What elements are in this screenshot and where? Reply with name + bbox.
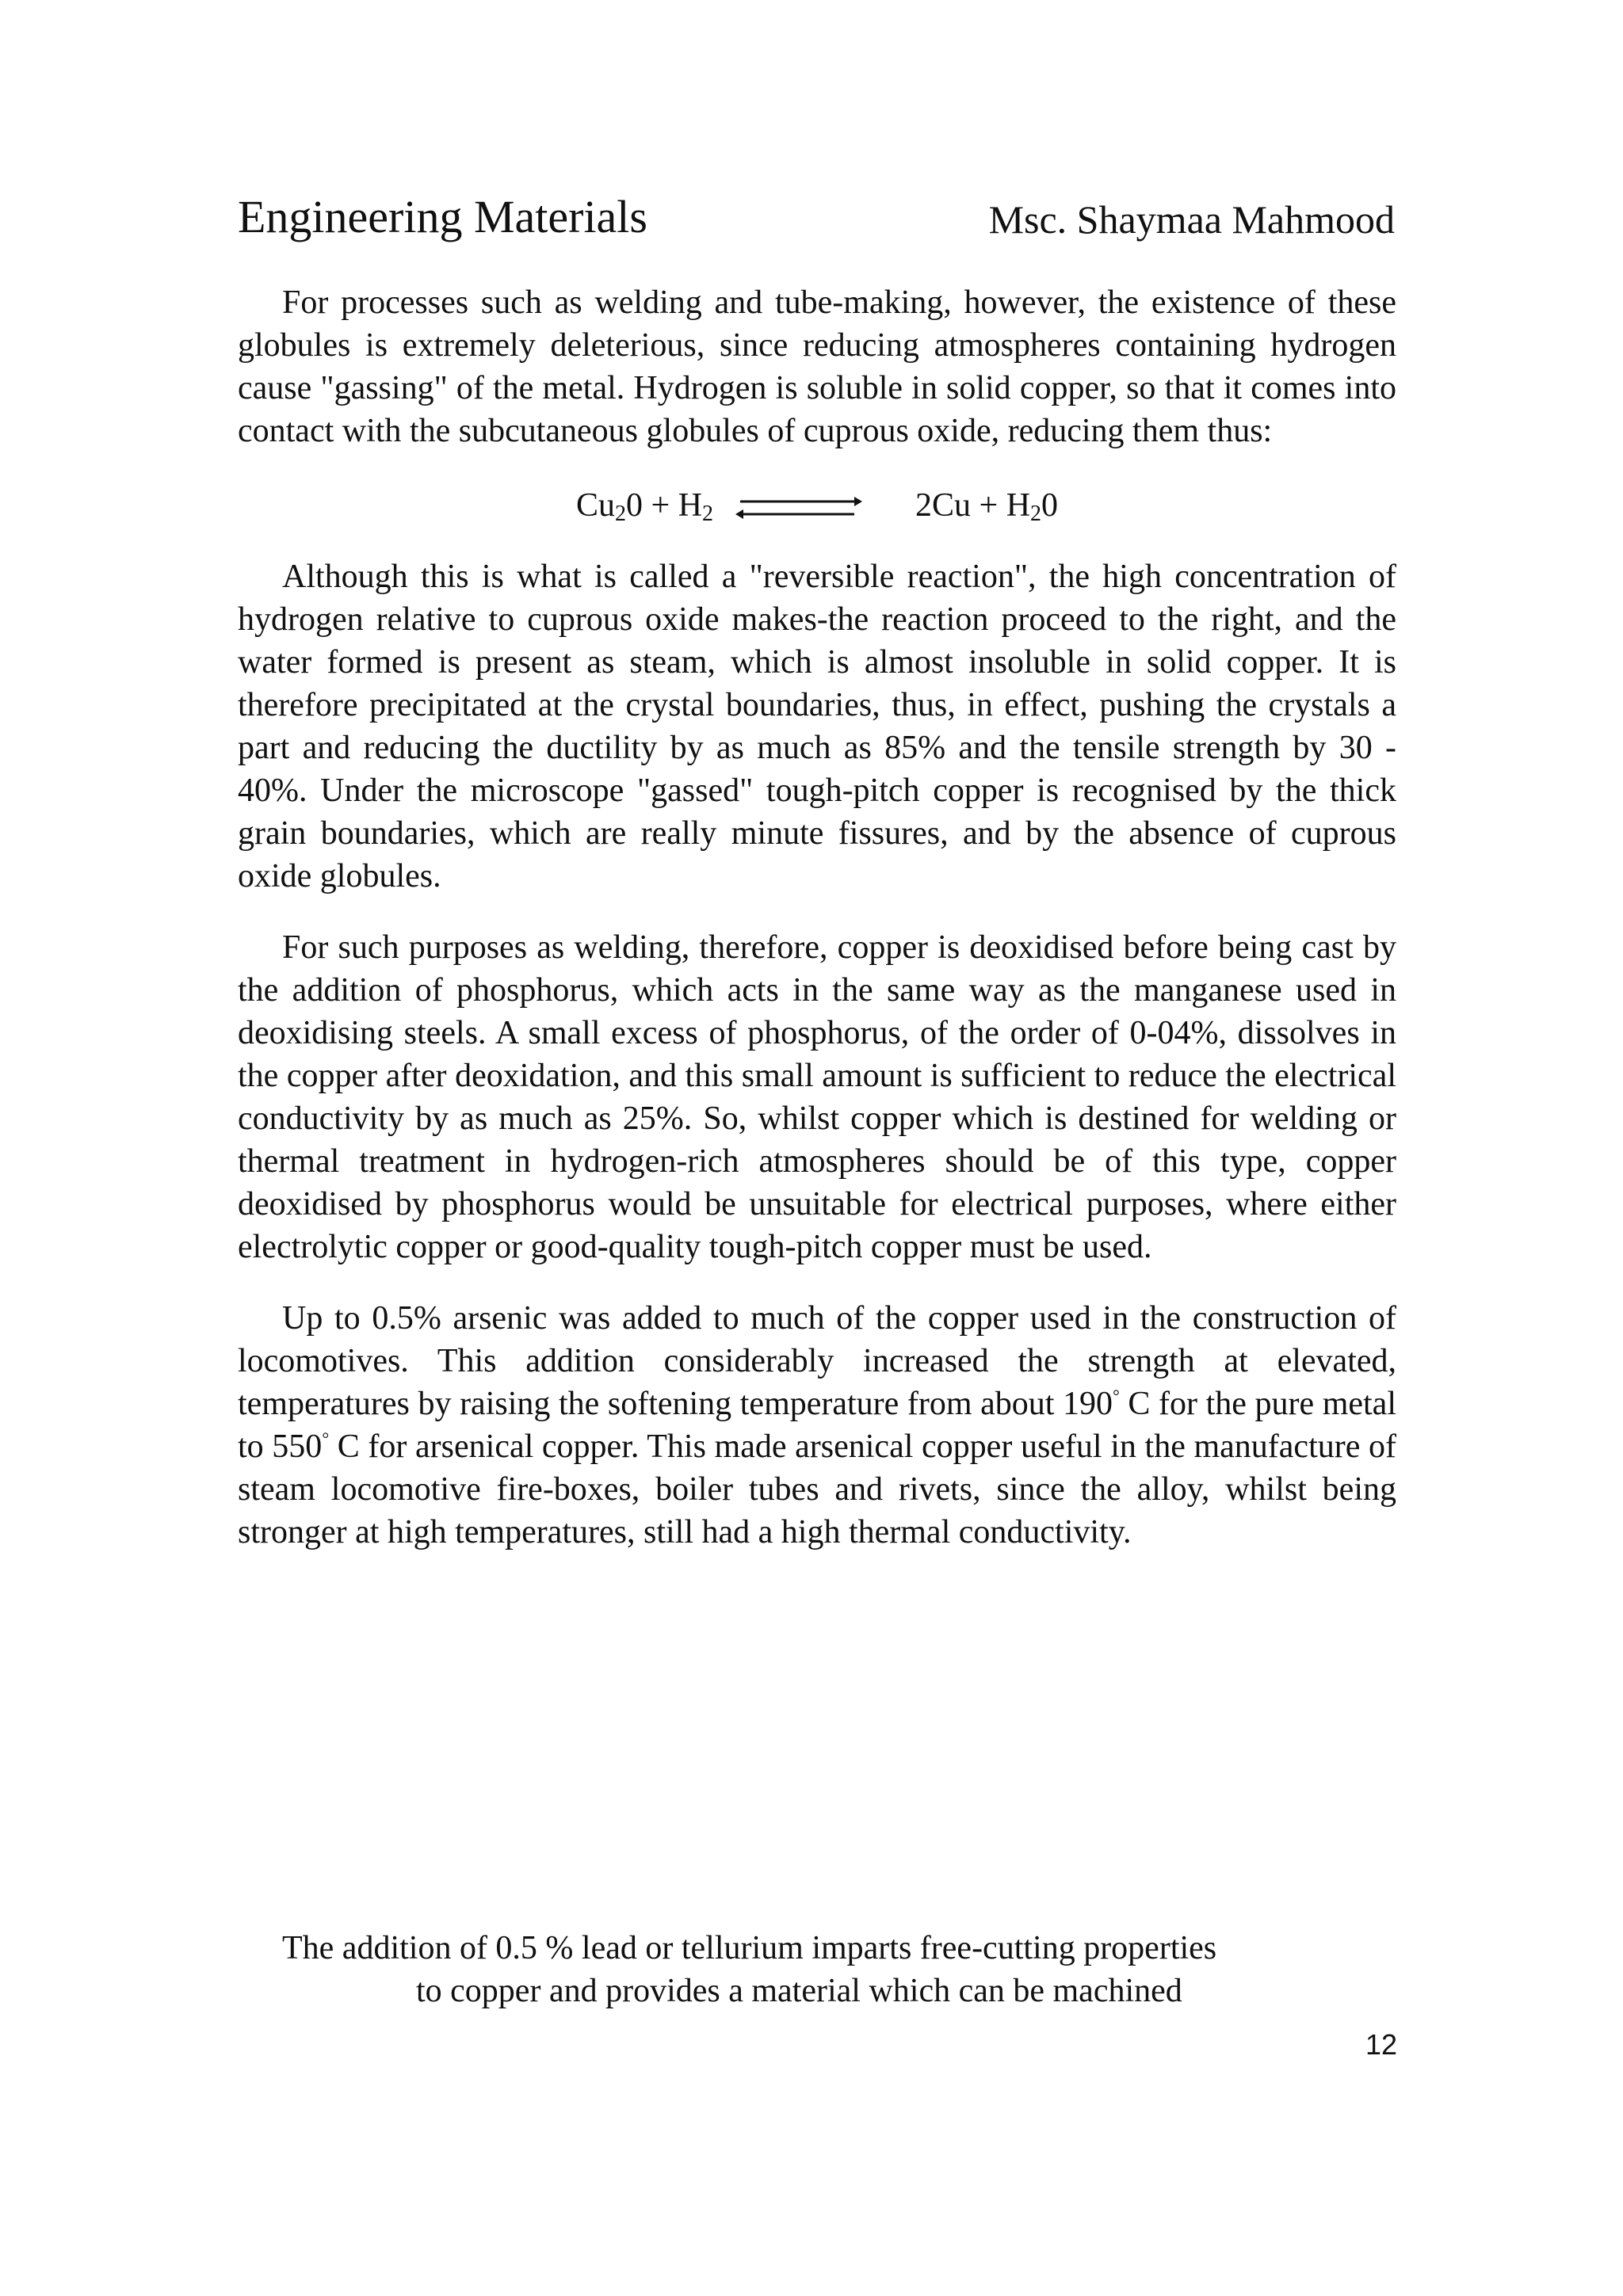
author-name: Msc. Shaymaa Mahmood bbox=[988, 197, 1395, 242]
paragraph-deoxidation: For such purposes as welding, therefore, copper is deoxidised before being cast by the addition of phosphorus, which acts in the same way as the manganese used in deoxidising steels. A small excess of phosphorus, of the order of 0-04%, dissolves in the copper after deoxidation, and this small amount is sufficient to reduce the electrical conductivity by as much as 25%. So, whilst copper which is destined for welding or thermal treatment in hydrogen-rich atmospheres should be of this type, copper deoxidised by phosphorus would be unsuitable for electrical purposes, where either electrolytic copper or good-quality tough-pitch copper must be used. bbox=[238, 929, 1396, 1265]
reversible-arrow-icon bbox=[735, 490, 862, 525]
document-title: Engineering Materials bbox=[238, 191, 647, 242]
paragraph-lead-tellurium bbox=[238, 1927, 1396, 2012]
page-number: 12 bbox=[1365, 2028, 1397, 2061]
page-header bbox=[238, 190, 1395, 254]
equation-products: $2Cu + H_20$ bbox=[915, 487, 1059, 526]
final-line-1: The addition of 0.5 % lead or tellurium imparts free-cutting properties bbox=[282, 1930, 1217, 1966]
paragraph-reversible-reaction: Although this is what is called a "reversible reaction", the high concentration of hydrogen relative to cuprous oxide makes-the reaction proceed to the right, and the water formed is present as steam, which is almost insoluble in solid copper. It is therefore precipitated at the crystal boundaries, thus, in effect, pushing the crystals a part and reducing the ductility by as much as 85% and the tensile strength by 30 - 40%. Under the microscope "gassed" tough-pitch copper is recognised by the thick grain boundaries, which are really minute fissures, and by the absence of cuprous oxide globules. bbox=[238, 559, 1396, 894]
reaction-equation bbox=[238, 481, 1396, 533]
page-body bbox=[238, 281, 1396, 1582]
paragraph-gassing: For processes such as welding and tube-making, however, the existence of these globules is extremely deleterious, since reducing atmospheres containing hydrogen cause "gassing" of the metal. Hydrogen is soluble in solid copper, so that it comes into contact with the subcutaneous globules of cuprous oxide, reducing them thus: bbox=[238, 284, 1396, 449]
equation-reactants: $Cu_20 + H_2$ bbox=[576, 487, 714, 526]
paragraph-arsenic: Up to 0.5% arsenic was added to much of the copper used in the construction of locomotives. This addition considerably increased the strength at elevated, temperatures by raising the softening temperature from about 190° C for the pure metal to 550° C for arsenical copper. This made arsenical copper useful in the manufacture of steam locomotive fire-boxes, boiler tubes and rivets, since the alloy, whilst being stronger at high temperatures, still had a high thermal conductivity. bbox=[238, 1300, 1396, 1550]
final-line-2: to copper and provides a material which can be machined bbox=[416, 1973, 1182, 2009]
